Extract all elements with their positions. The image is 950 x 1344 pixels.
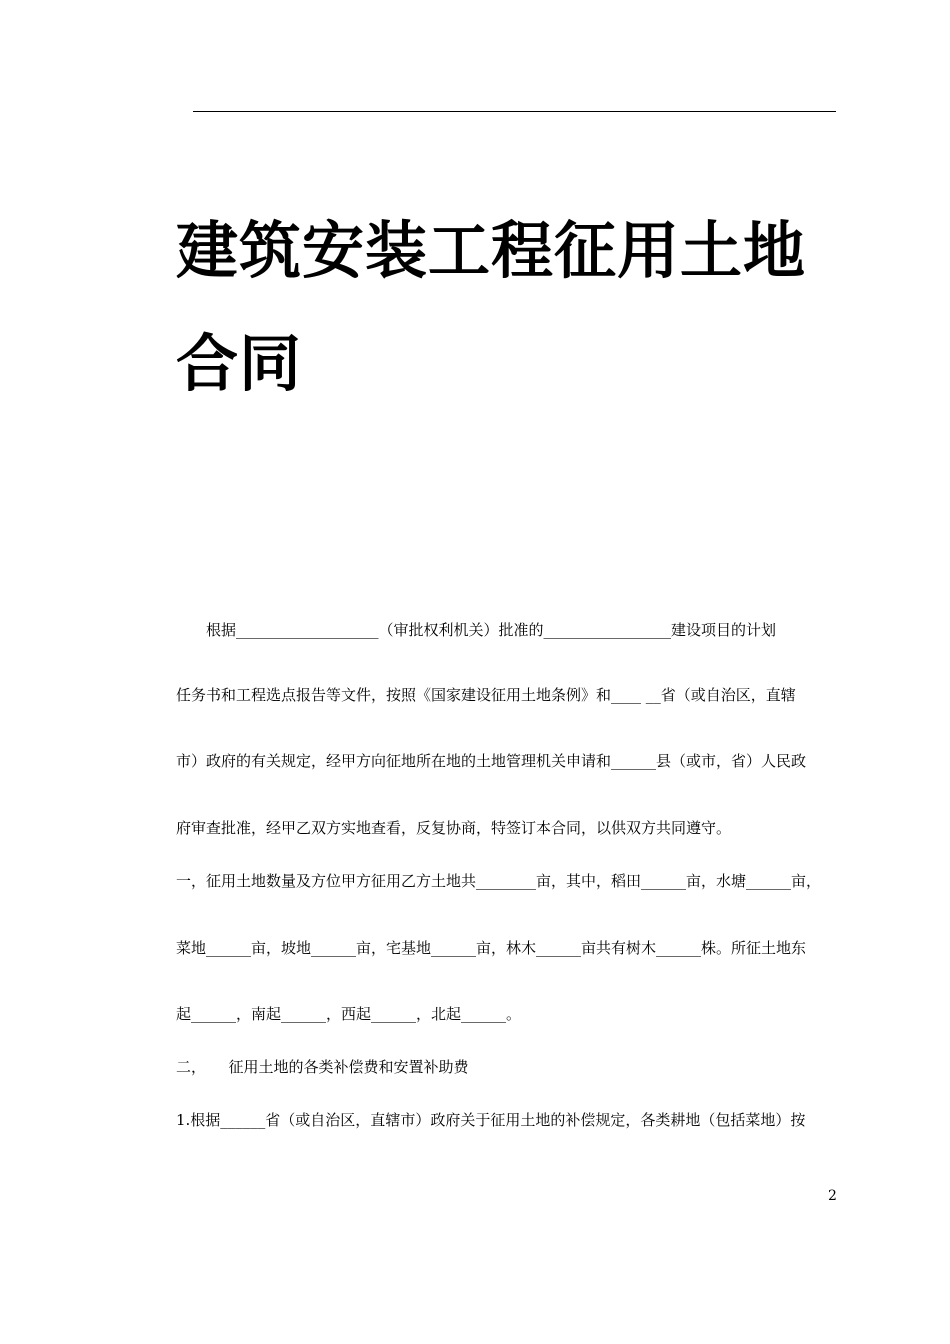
header-rule <box>193 111 836 112</box>
section-one-line: 一，征用土地数量及方位甲方征用乙方土地共________亩，其中，稻田______亩，水塘______亩， <box>176 872 822 890</box>
body-line: 菜地______亩，坡地______亩，宅基地______亩，林木______亩共有树木______株。所征土地东 <box>176 939 807 957</box>
body-line: 市）政府的有关规定，经甲方向征地所在地的土地管理机关申请和______县（或市，省）人民政 <box>176 752 807 770</box>
document-title-line-2: 合同 <box>176 327 303 400</box>
body-line: 起______，南起______，西起______，北起______。 <box>176 1005 522 1023</box>
document-title-line-1: 建筑安装工程征用土地 <box>176 214 807 287</box>
body-line: 任务书和工程选点报告等文件，按照《国家建设征用土地条例》和____ __省（或自治区，直辖 <box>176 686 796 704</box>
page-number: 2 <box>828 1188 837 1204</box>
section-two-heading: 二， 征用土地的各类补偿费和安置补助费 <box>176 1058 469 1076</box>
body-line: 1.根据______省（或自治区，直辖市）政府关于征用土地的补偿规定，各类耕地（包括菜地）按 <box>176 1111 806 1129</box>
body-line: 府审查批准，经甲乙双方实地查看，反复协商，特签订本合同，以供双方共同遵守。 <box>176 819 732 837</box>
body-line: 根据___________________（审批权利机关）批准的_________________建设项目的计划 <box>176 621 777 639</box>
